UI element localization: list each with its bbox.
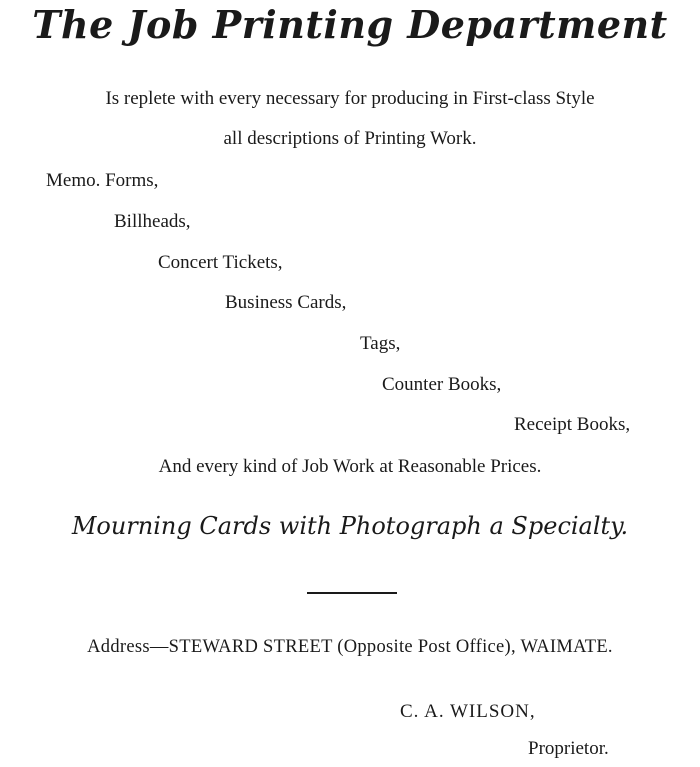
page-title: The Job Printing Department xyxy=(32,2,668,47)
service-item-billheads: Billheads, xyxy=(114,211,191,232)
address-line: Address—STEWARD STREET (Opposite Post Office), WAIMATE. xyxy=(87,637,613,657)
divider-rule xyxy=(307,592,397,594)
proprietor-title: Proprietor. xyxy=(528,738,609,759)
specialty-line: Mourning Cards with Photograph a Specialty. xyxy=(71,512,629,540)
intro-line-1: Is replete with every necessary for producing in First-class Style xyxy=(105,88,595,109)
service-item-counter-books: Counter Books, xyxy=(382,374,502,395)
intro-line-2: all descriptions of Printing Work. xyxy=(223,128,477,149)
closing-line: And every kind of Job Work at Reasonable Prices. xyxy=(158,456,542,477)
service-item-memo-forms: Memo. Forms, xyxy=(46,170,159,191)
service-item-concert-tickets: Concert Tickets, xyxy=(158,252,283,273)
service-item-business-cards: Business Cards, xyxy=(225,292,347,313)
service-item-tags: Tags, xyxy=(360,333,401,354)
service-item-receipt-books: Receipt Books, xyxy=(514,414,631,435)
proprietor-name: C. A. WILSON, xyxy=(400,701,536,722)
